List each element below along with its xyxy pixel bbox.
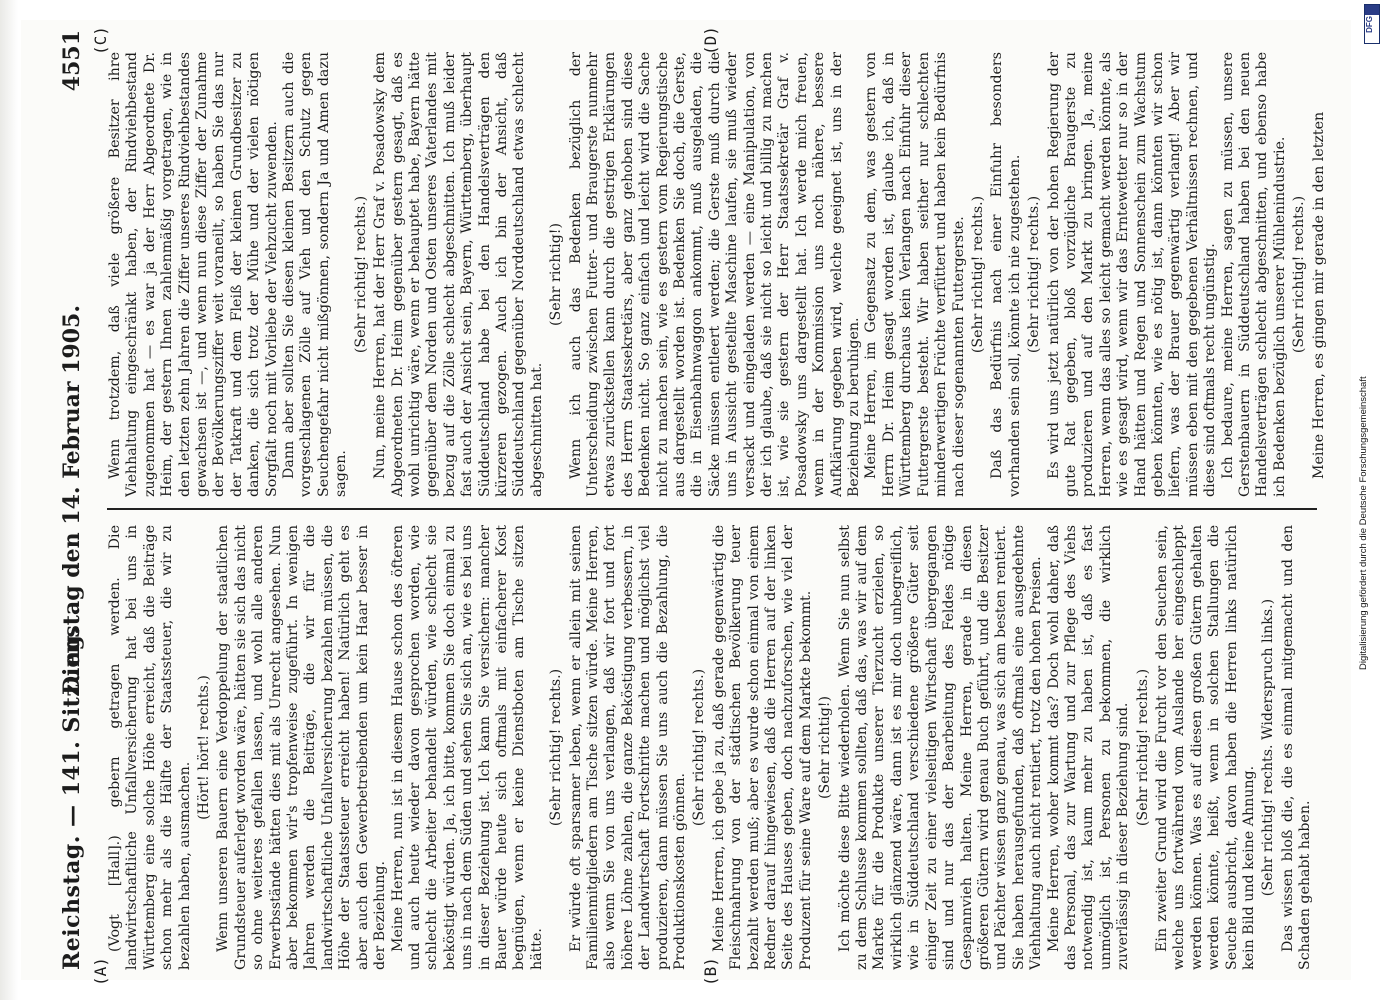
document-page xyxy=(21,20,1351,986)
left-column xyxy=(107,525,1337,970)
page-header xyxy=(59,30,99,970)
header-date: Dienstag den 14. Februar 1905. xyxy=(59,304,85,696)
paragraph: Meine Herren, im Gegensatz zu dem, was gestern von Herrn Dr. Heim gesagt worden ist, glaube ich, daß in Württemberg durchaus kein Verlangen nach Einfuhr dieser Futtergerste besteht. Wir haben seither nur schlechten minderwertigen Früchte verfüttert und haben kein Bedürfnis nach dieser sogenannten Futtergerste. xyxy=(863,52,967,497)
paragraph: Meine Herren, woher kommt das? Doch wohl daher, daß das Personal, das zur Wartung und zur Pflege des Viehs notwendig ist, kaum mehr zu haben ist, daß es fast unmöglich ist, Personen zu bekommen, die wirklich zuverlässig in dieser Beziehung sind. xyxy=(1045,525,1132,970)
interjection: (Sehr richtig! rechts.) xyxy=(969,195,986,354)
right-column xyxy=(107,52,1337,497)
interjection: (Sehr richtig! rechts.) xyxy=(1026,195,1043,354)
interjection: (Sehr richtig! rechts.) xyxy=(548,668,565,827)
interjection: (Sehr richtig! rechts.) xyxy=(691,668,708,827)
paragraph: Meine Herren, ich gebe ja zu, daß gerade gegenwärtig die Fleischnahrung von der städtischen Bevölkerung teuer bezahlt werden muß; aber es wurde schon einmal von einem Redner darauf hingewiesen, daß die Herren auf der linken Seite des Hauses geben, doch nachzuforschen, wie viel der Produzent für seine Ware auf dem Markte bekommt. xyxy=(710,525,814,970)
column-divider xyxy=(107,508,1317,510)
interjection: (Hört! hört! rechts.) xyxy=(196,675,213,820)
page-number: 4551 xyxy=(59,30,85,92)
paragraph: Wenn unseren Bauern eine Verdoppelung der staatlichen Grundsteuer auferlegt worden wäre, hätten sie sich das nicht so ohne weiteres gefallen lassen, und wohl alle anderen Erwerbsstände hätten dies mit als Unrecht angesehen. Nun aber bekommen wir's tropfenweise zugeführt. In wenigen Jahren werden die Beiträge, die wir für die landwirtschaftliche Unfallversicherung bezahlen müssen, die Höhe der Staatssteuer erreicht haben! Natürlich geht es aber auch den Gewerbetreibenden um kein Haar besser in der Beziehung. xyxy=(215,525,389,970)
paragraph: Er würde oft sparsamer leben, wenn er allein mit seinen Familienmitgliedern am Tische sitzen würde. Meine Herren, also wenn Sie von uns verlangen, daß wir fort und fort höhere Löhne zahlen, die ganze Beköstigung verbessern, in der Landwirtschaft Fortschritte machen und möglichst viel produzieren, dann müssen Sie uns auch die Bezahlung, die Produktionskosten gönnen. xyxy=(567,525,688,970)
interjection: (Sehr richtig! rechts. Widerspruch links.) xyxy=(1260,598,1277,897)
paragraph: Dann aber sollten Sie diesen kleinen Besitzern auch die vorgeschlagenen Zölle auf Vieh und den Schutz gegen Seuchengefahr nicht mißgönnen, sondern Ja und Amen dazu sagen. xyxy=(281,52,350,497)
paragraph: Ich bedaure, meine Herren, sagen zu müssen, unsere Gerstenbauern in Süddeutschland haben bei den neuen Handelsverträgen schlecht abgeschnitten, und ebenso habe ich Bedenken bezüglich unserer Mühlenindustrie. xyxy=(1219,52,1288,497)
margin-marker-a: (A) xyxy=(91,957,110,986)
paragraph: Nun, meine Herren, hat der Herr Graf v. Posadowsky dem Abgeordneten Dr. Heim gegenüber gestern gesagt, daß es wohl unrichtig wäre, wenn er behauptet habe, Bayern hätte gegenüber dem Norden und Osten unseres Vaterlandes mit bezug auf die Zölle schlecht abgeschnitten. Ich muß leider fast auch der Ansicht sein, Bayern, Württemberg, überhaupt Süddeutschland habe bei den Handelsverträgen den kürzeren gezogen. Auch ich bin der Ansicht, daß Süddeutschland gegenüber Norddeutschland etwas schlecht abgeschnitten hat. xyxy=(372,52,545,497)
margin-marker-c: (C) xyxy=(91,26,110,55)
paragraph: Es wird uns jetzt natürlich von der hohen Regierung der gute Rat gegeben, bloß vorzügliche Braugerste zu produzieren und auf den Markt zu bringen. Ja, meine Herren, wenn das alles so leicht gemacht werden könnte, als wie es gesagt wird, wenn wir das Erntewetter nur so in der Hand hätten und Regen und Sonnenschein zum Wachstum geben könnten, wie es nötig ist, dann könnten wir schon liefern, was der Brauer gegenwärtig verlangt! Aber wir müssen eben mit den gegebenen Verhältnissen rechnen, und diese sind oftmals recht ungünstig. xyxy=(1045,52,1219,497)
dfg-logo-bar xyxy=(1365,5,1379,15)
paragraph: Meine Herren, nun ist in diesem Hause schon des öfteren und auch heute wieder davon gesprochen worden, wie schlecht die Arbeiter behandelt würden, wie schlecht sie beköstigt würden. Ja, ich bitte, kommen Sie doch einmal zu uns in nach dem Süden und sehen Sie sich an, wie es bei uns in dieser Beziehung ist. Ich kann Sie versichern: mancher Bauer würde heute sich oftmals mit einfacherer Kost begnügen, wenn er keine Dienstboten am Tische sitzen hätte. xyxy=(389,525,545,970)
interjection: (Sehr richtig! rechts.) xyxy=(1291,195,1308,354)
paragraph: Wenn trotzdem, daß viele größere Besitzer ihre Viehhaltung eingeschränkt haben, der Rindviehbestand zugenommen hat — es war ja der Herr Abgeordnete Dr. Heim, der gestern Ihnen zahlenmäßig vorgetragen, wie in den letzten zehn Jahren die Ziffer unseres Rindviehbestandes gewachsen ist —, und wenn nun diese Ziffer der Zunahme der Bevölkerungsziffer weit voraneilt, so haben Sie das nur der Tatkraft und dem Fleiß der kleinen Grundbesitzer zu danken, die sich trotz der Mühe und der vielen nötigen Sorgfalt noch mit Vorliebe der Viehzucht zuwenden. xyxy=(107,52,280,497)
dfg-credit-text: Digitalisierung gefördert durch die Deutsche Forschungsgemeinschaft xyxy=(1358,376,1369,670)
margin-marker-b: (B) xyxy=(701,957,720,986)
dfg-logo-text: DFG xyxy=(1365,16,1374,33)
header-left: Reichstag. — 141. Sitzung. xyxy=(59,626,85,970)
interjection: (Sehr richtig! rechts.) xyxy=(352,195,369,354)
interjection: (Sehr richtig! rechts.) xyxy=(1134,668,1151,827)
scan-edge-shadow xyxy=(0,0,18,1000)
paragraph: Ein zweiter Grund wird die Furcht vor den Seuchen sein, welche uns fortwährend vom Auslande her eingeschleppt werden können. Was es auf diesen großen Gütern gehalten werden könnte, heißt, wenn in solchen Stallungen die Seuche ausbricht, davon haben die Herren links natürlich kein Bild und keine Ahnung. xyxy=(1153,525,1257,970)
paragraph: Daß das Bedürfnis nach einer Einfuhr besonders vorhanden sein soll, könnte ich nie zugestehen. xyxy=(989,52,1023,497)
paragraph: (Vogt [Hall].) gebern getragen werden. Die landwirtschaftliche Unfallversicherung hat bei uns in Württemberg eine solche Höhe erreicht, daß die Beiträge schon mehr als die Hälfte der Staatssteuer, die wir zu bezahlen haben, ausmachen. xyxy=(107,525,193,970)
interjection: (Sehr richtig!) xyxy=(817,695,834,800)
paragraph: Das wissen bloß die, die es einmal mitgemacht und den Schaden gehabt haben. xyxy=(1279,525,1314,970)
paragraph: Meine Herren, es gingen mir gerade in den letzten xyxy=(1310,111,1327,479)
paragraph: Wenn ich auch das Bedenken bezüglich der Unterscheidung zwischen Futter- und Braugerste nunmehr etwas zurückstellen kann durch die gestrigen Erklärungen des Herrn Staatssekretärs, aber ganz gehoben sind diese Bedenken nicht. So ganz einfach und leicht wird die Sache nicht zu machen sein, wie es gestern vom Regierungstische aus dargestellt worden ist. Bedenken Sie doch, die Gerste, die in Eisenbahnwaggon ankommt, muß ausgeladen, die Säcke müssen entleert werden; die Gerste muß durch die uns in Aussicht gestellte Maschine laufen, sie muß wieder versackt und eingeladen werden — eine Manipulation, von der ich glaube, daß sie nicht so leicht und billig zu machen ist, wie sie gestern der Herr Staatssekretär Graf v. Posadowsky uns dargestellt hat. Ich werde mich freuen, wenn in der Kommission uns noch nähere, bessere Aufklärung gegeben wird, welche geeignet ist, uns in der Beziehung zu beruhigen. xyxy=(567,52,863,497)
interjection: (Sehr richtig!) xyxy=(548,222,565,327)
dfg-logo xyxy=(1364,4,1380,44)
margin-marker-d: (D) xyxy=(701,26,720,55)
paragraph: Ich möchte diese Bitte wiederholen. Wenn Sie nun selbst zu dem Schlusse kommen sollten, daß das, was wir auf dem Markte für die Produkte unserer Tierzucht erzielen, so wirklich glänzend wäre, dann ist es mir doch unbegreiflich, wie in Süddeutschland verschiedene größere Güter seit einiger Zeit zu einer vielseitigen Wirtschaft übergegangen sind und nur das der Bearbeitung des Feldes nötige Gespannvieh halten. Meine Herren, gerade in diesen größeren Gütern wird genau Buch geführt, und die Besitzer und Pächter wissen ganz genau, was sich am besten rentiert. Sie haben herausgefunden, daß oftmals eine ausgedehnte Viehhaltung auch nicht rentiert, trotz den hohen Preisen. xyxy=(836,525,1045,970)
